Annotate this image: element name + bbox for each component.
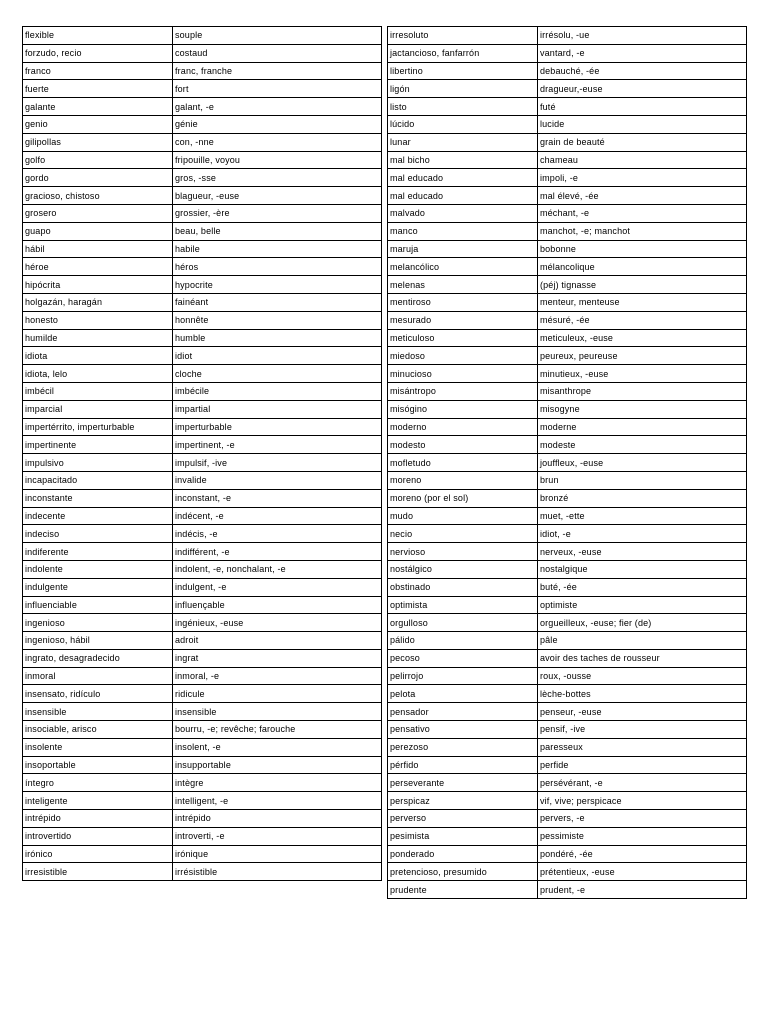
french-term-cell: meticuleux, -euse (538, 330, 746, 348)
french-term-cell: indécis, -e (173, 525, 381, 543)
table-row (23, 436, 381, 454)
french-term-cell: pervers, -e (538, 810, 746, 828)
french-term-cell: fort (173, 80, 381, 98)
table-row (23, 98, 381, 116)
table-row (388, 365, 746, 383)
table-row (23, 792, 381, 810)
french-term-cell: influençable (173, 597, 381, 615)
spanish-term-cell: inmoral (23, 668, 173, 686)
spanish-term-cell: modesto (388, 436, 538, 454)
table-row (388, 116, 746, 134)
table-row (23, 276, 381, 294)
table-row (23, 169, 381, 187)
french-term-cell: lèche-bottes (538, 685, 746, 703)
french-term-cell: pondéré, -ée (538, 846, 746, 864)
vocabulary-table-left-body (23, 27, 381, 880)
french-term-cell: imbécile (173, 383, 381, 401)
french-term-cell: ridicule (173, 685, 381, 703)
french-term-cell: méchant, -e (538, 205, 746, 223)
spanish-term-cell: idiota, lelo (23, 365, 173, 383)
spanish-term-cell: melancólico (388, 258, 538, 276)
table-row (23, 561, 381, 579)
french-term-cell: imperturbable (173, 419, 381, 437)
spanish-term-cell: perezoso (388, 739, 538, 757)
spanish-term-cell: inconstante (23, 490, 173, 508)
spanish-term-cell: franco (23, 63, 173, 81)
table-row (23, 739, 381, 757)
french-term-cell: indécent, -e (173, 508, 381, 526)
french-term-cell: lucide (538, 116, 746, 134)
french-term-cell: indolent, -e, nonchalant, -e (173, 561, 381, 579)
spanish-term-cell: miedoso (388, 347, 538, 365)
spanish-term-cell: indulgente (23, 579, 173, 597)
spanish-term-cell: insociable, arisco (23, 721, 173, 739)
french-term-cell: indifférent, -e (173, 543, 381, 561)
spanish-term-cell: manco (388, 223, 538, 241)
french-term-cell: debauché, -ée (538, 63, 746, 81)
french-term-cell: galant, -e (173, 98, 381, 116)
french-term-cell: ingrat (173, 650, 381, 668)
french-term-cell: futé (538, 98, 746, 116)
table-row (388, 454, 746, 472)
french-term-cell: costaud (173, 45, 381, 63)
spanish-term-cell: genio (23, 116, 173, 134)
table-row (23, 490, 381, 508)
french-term-cell: manchot, -e; manchot (538, 223, 746, 241)
table-row (388, 134, 746, 152)
french-term-cell: mélancolique (538, 258, 746, 276)
french-term-cell: introverti, -e (173, 828, 381, 846)
table-row (388, 63, 746, 81)
table-row (23, 330, 381, 348)
spanish-term-cell: prudente (388, 881, 538, 898)
table-row (388, 276, 746, 294)
table-row (388, 597, 746, 615)
table-row (23, 685, 381, 703)
spanish-term-cell: mesurado (388, 312, 538, 330)
table-row (388, 561, 746, 579)
french-term-cell: optimiste (538, 597, 746, 615)
french-term-cell: gros, -sse (173, 169, 381, 187)
table-row (388, 543, 746, 561)
spanish-term-cell: hipócrita (23, 276, 173, 294)
spanish-term-cell: irresoluto (388, 27, 538, 45)
table-row (23, 650, 381, 668)
spanish-term-cell: obstinado (388, 579, 538, 597)
spanish-term-cell: ingrato, desagradecido (23, 650, 173, 668)
french-term-cell: vif, vive; perspicace (538, 792, 746, 810)
table-row (23, 472, 381, 490)
table-row (388, 668, 746, 686)
spanish-term-cell: libertino (388, 63, 538, 81)
spanish-term-cell: gordo (23, 169, 173, 187)
french-term-cell: irrésolu, -ue (538, 27, 746, 45)
french-term-cell: idiot (173, 347, 381, 365)
table-row (388, 525, 746, 543)
spanish-term-cell: honesto (23, 312, 173, 330)
table-row (23, 863, 381, 880)
table-row (23, 543, 381, 561)
table-row (388, 98, 746, 116)
french-term-cell: mal élevé, -ée (538, 187, 746, 205)
spanish-term-cell: galante (23, 98, 173, 116)
table-row (388, 810, 746, 828)
french-term-cell: chameau (538, 152, 746, 170)
french-term-cell: insolent, -e (173, 739, 381, 757)
french-term-cell: héros (173, 258, 381, 276)
spanish-term-cell: pecoso (388, 650, 538, 668)
french-term-cell: misanthrope (538, 383, 746, 401)
spanish-term-cell: idiota (23, 347, 173, 365)
french-term-cell: menteur, menteuse (538, 294, 746, 312)
spanish-term-cell: pretencioso, presumido (388, 863, 538, 881)
spanish-term-cell: héroe (23, 258, 173, 276)
french-term-cell: moderne (538, 419, 746, 437)
french-term-cell: adroit (173, 632, 381, 650)
table-row (388, 294, 746, 312)
french-term-cell: buté, -ée (538, 579, 746, 597)
french-term-cell: modeste (538, 436, 746, 454)
french-term-cell: prétentieux, -euse (538, 863, 746, 881)
spanish-term-cell: minucioso (388, 365, 538, 383)
french-term-cell: prudent, -e (540, 884, 586, 895)
spanish-term-cell: imbécil (23, 383, 173, 401)
table-row (23, 419, 381, 437)
table-row (388, 792, 746, 810)
french-term-cell: peureux, peureuse (538, 347, 746, 365)
vocabulary-table-right (387, 26, 747, 899)
vocabulary-table-right-body (388, 27, 746, 898)
french-term-cell: impartial (173, 401, 381, 419)
table-row (388, 383, 746, 401)
table-row (388, 330, 746, 348)
spanish-term-cell: nostálgico (388, 561, 538, 579)
table-row (388, 45, 746, 63)
spanish-term-cell: grosero (23, 205, 173, 223)
spanish-term-cell: necio (388, 525, 538, 543)
table-row (388, 650, 746, 668)
spanish-term-cell: indiferente (23, 543, 173, 561)
spanish-term-cell: pesimista (388, 828, 538, 846)
table-row (388, 419, 746, 437)
spanish-term-cell: malvado (388, 205, 538, 223)
spanish-term-cell: incapacitado (23, 472, 173, 490)
table-row (388, 685, 746, 703)
table-row (388, 614, 746, 632)
spanish-term-cell: impertinente (23, 436, 173, 454)
spanish-term-cell: influenciable (23, 597, 173, 615)
table-row (23, 294, 381, 312)
french-term-cell: impulsif, -ive (173, 454, 381, 472)
spanish-term-cell: moreno (por el sol) (388, 490, 538, 508)
french-term-cell: jouffleux, -euse (538, 454, 746, 472)
french-term-cell: nostalgique (538, 561, 746, 579)
table-row (388, 258, 746, 276)
french-term-cell: minutieux, -euse (538, 365, 746, 383)
spanish-term-cell: meticuloso (388, 330, 538, 348)
spanish-term-cell: listo (388, 98, 538, 116)
spanish-term-cell: pelirrojo (388, 668, 538, 686)
spanish-term-cell: inteligente (23, 792, 173, 810)
spanish-term-cell: orgulloso (388, 614, 538, 632)
table-row (23, 454, 381, 472)
french-term-cell: inconstant, -e (173, 490, 381, 508)
spanish-term-cell: humilde (23, 330, 173, 348)
spanish-term-cell: pensativo (388, 721, 538, 739)
french-term-cell: bronzé (538, 490, 746, 508)
table-row (388, 828, 746, 846)
french-term-cell: grain de beauté (538, 134, 746, 152)
french-term-cell: perfide (538, 757, 746, 775)
table-row (23, 63, 381, 81)
table-row (388, 27, 746, 45)
table-row (388, 721, 746, 739)
table-row (23, 205, 381, 223)
french-term-cell: intègre (173, 774, 381, 792)
french-term-cell: beau, belle (173, 223, 381, 241)
french-term-cell: bobonne (538, 241, 746, 259)
french-term-cell: inmoral, -e (173, 668, 381, 686)
table-row (388, 757, 746, 775)
french-term-cell: irónique (173, 846, 381, 864)
table-row (388, 490, 746, 508)
table-row (23, 579, 381, 597)
french-term-cell: idiot, -e (538, 525, 746, 543)
table-row (388, 80, 746, 98)
table-row (23, 258, 381, 276)
table-row (23, 116, 381, 134)
table-row (23, 668, 381, 686)
spanish-term-cell: golfo (23, 152, 173, 170)
spanish-term-cell: jactancioso, fanfarrón (388, 45, 538, 63)
spanish-term-cell: ponderado (388, 846, 538, 864)
table-row (23, 365, 381, 383)
french-term-cell: insensible (173, 703, 381, 721)
french-term-cell: honnête (173, 312, 381, 330)
table-row (388, 632, 746, 650)
french-term-cell: pâle (538, 632, 746, 650)
table-row (23, 703, 381, 721)
table-row (23, 187, 381, 205)
french-term-cell: irrésistible (175, 866, 218, 877)
table-row (388, 169, 746, 187)
table-row (23, 828, 381, 846)
french-term-cell: (péj) tignasse (538, 276, 746, 294)
spanish-term-cell: forzudo, recio (23, 45, 173, 63)
spanish-term-cell: gracioso, chistoso (23, 187, 173, 205)
table-row (23, 383, 381, 401)
french-term-cell: génie (173, 116, 381, 134)
table-row (388, 347, 746, 365)
table-row (23, 152, 381, 170)
french-term-cell: souple (173, 27, 381, 45)
french-term-cell: brun (538, 472, 746, 490)
table-row (388, 863, 746, 881)
table-row (388, 187, 746, 205)
table-row (388, 241, 746, 259)
spanish-term-cell: misógino (388, 401, 538, 419)
spanish-term-cell: pensador (388, 703, 538, 721)
vocabulary-table-left (22, 26, 382, 881)
spanish-term-cell: indecente (23, 508, 173, 526)
french-term-cell: con, -nne (173, 134, 381, 152)
french-term-cell: misogyne (538, 401, 746, 419)
spanish-term-cell: impertérrito, imperturbable (23, 419, 173, 437)
spanish-term-cell: misántropo (388, 383, 538, 401)
french-term-cell: fainéant (173, 294, 381, 312)
french-term-cell: ingénieux, -euse (173, 614, 381, 632)
spanish-term-cell: pérfido (388, 757, 538, 775)
table-row (388, 579, 746, 597)
table-row (388, 401, 746, 419)
spanish-term-cell: perseverante (388, 774, 538, 792)
spanish-term-cell: mudo (388, 508, 538, 526)
french-term-cell: grossier, -ère (173, 205, 381, 223)
table-row (23, 312, 381, 330)
french-term-cell: avoir des taches de rousseur (538, 650, 746, 668)
table-row (23, 27, 381, 45)
spanish-term-cell: pelota (388, 685, 538, 703)
spanish-term-cell: mofletudo (388, 454, 538, 472)
table-row (388, 152, 746, 170)
table-row (388, 881, 746, 898)
spanish-term-cell: pálido (388, 632, 538, 650)
spanish-term-cell: irónico (23, 846, 173, 864)
spanish-term-cell: holgazán, haragán (23, 294, 173, 312)
spanish-term-cell: perverso (388, 810, 538, 828)
french-term-cell: pensif, -ive (538, 721, 746, 739)
table-row (23, 597, 381, 615)
french-term-cell: habile (173, 241, 381, 259)
table-row (23, 525, 381, 543)
french-term-cell: vantard, -e (538, 45, 746, 63)
spanish-term-cell: imparcial (23, 401, 173, 419)
spanish-term-cell: introvertido (23, 828, 173, 846)
spanish-term-cell: mal bicho (388, 152, 538, 170)
table-row (23, 401, 381, 419)
french-term-cell: orgueilleux, -euse; fier (de) (538, 614, 746, 632)
french-term-cell: cloche (173, 365, 381, 383)
spanish-term-cell: maruja (388, 241, 538, 259)
spanish-term-cell: moreno (388, 472, 538, 490)
spanish-term-cell: impulsivo (23, 454, 173, 472)
french-term-cell: intelligent, -e (173, 792, 381, 810)
table-row (23, 632, 381, 650)
french-term-cell: franc, franche (173, 63, 381, 81)
table-row (23, 721, 381, 739)
spanish-term-cell: ingenioso (23, 614, 173, 632)
french-term-cell: nerveux, -euse (538, 543, 746, 561)
spanish-term-cell: indeciso (23, 525, 173, 543)
french-term-cell: intrépido (173, 810, 381, 828)
french-term-cell: bourru, -e; revêche; farouche (173, 721, 381, 739)
spanish-term-cell: mal educado (388, 187, 538, 205)
table-row (388, 205, 746, 223)
spanish-term-cell: mal educado (388, 169, 538, 187)
spanish-term-cell: melenas (388, 276, 538, 294)
french-term-cell: fripouille, voyou (173, 152, 381, 170)
table-row (23, 241, 381, 259)
spanish-term-cell: indolente (23, 561, 173, 579)
spanish-term-cell: insensato, ridículo (23, 685, 173, 703)
french-term-cell: dragueur,-euse (538, 80, 746, 98)
table-row (388, 703, 746, 721)
table-row (388, 739, 746, 757)
table-row (388, 312, 746, 330)
french-term-cell: penseur, -euse (538, 703, 746, 721)
french-term-cell: insupportable (173, 757, 381, 775)
spanish-term-cell: flexible (23, 27, 173, 45)
french-term-cell: humble (173, 330, 381, 348)
french-term-cell: persévérant, -e (538, 774, 746, 792)
french-term-cell: hypocrite (173, 276, 381, 294)
spanish-term-cell: gilipollas (23, 134, 173, 152)
french-term-cell: invalide (173, 472, 381, 490)
table-row (388, 846, 746, 864)
french-term-cell: muet, -ette (538, 508, 746, 526)
spanish-term-cell: insensible (23, 703, 173, 721)
table-row (388, 223, 746, 241)
french-term-cell: blagueur, -euse (173, 187, 381, 205)
french-term-cell: roux, -ousse (538, 668, 746, 686)
spanish-term-cell: nervioso (388, 543, 538, 561)
french-term-cell: mésuré, -ée (538, 312, 746, 330)
spanish-term-cell: ingenioso, hábil (23, 632, 173, 650)
french-term-cell: impertinent, -e (173, 436, 381, 454)
spanish-term-cell: mentiroso (388, 294, 538, 312)
french-term-cell: indulgent, -e (173, 579, 381, 597)
french-term-cell: pessimiste (538, 828, 746, 846)
french-term-cell: paresseux (538, 739, 746, 757)
spanish-term-cell: lunar (388, 134, 538, 152)
spanish-term-cell: irresistible (23, 863, 173, 880)
spanish-term-cell: insoportable (23, 757, 173, 775)
spanish-term-cell: fuerte (23, 80, 173, 98)
table-row (23, 80, 381, 98)
table-row (388, 436, 746, 454)
spanish-term-cell: guapo (23, 223, 173, 241)
table-row (23, 846, 381, 864)
spanish-term-cell: lúcido (388, 116, 538, 134)
table-row (23, 810, 381, 828)
spanish-term-cell: hábil (23, 241, 173, 259)
table-row (23, 774, 381, 792)
table-row (23, 45, 381, 63)
table-row (388, 508, 746, 526)
spanish-term-cell: íntegro (23, 774, 173, 792)
spanish-term-cell: moderno (388, 419, 538, 437)
spanish-term-cell: perspicaz (388, 792, 538, 810)
table-row (388, 472, 746, 490)
table-row (23, 757, 381, 775)
french-term-cell: impoli, -e (538, 169, 746, 187)
table-row (23, 508, 381, 526)
spanish-term-cell: insolente (23, 739, 173, 757)
spanish-term-cell: optimista (388, 597, 538, 615)
table-row (23, 347, 381, 365)
table-row (23, 134, 381, 152)
table-row (388, 774, 746, 792)
table-row (23, 223, 381, 241)
spanish-term-cell: intrépido (23, 810, 173, 828)
spanish-term-cell: ligón (388, 80, 538, 98)
table-row (23, 614, 381, 632)
